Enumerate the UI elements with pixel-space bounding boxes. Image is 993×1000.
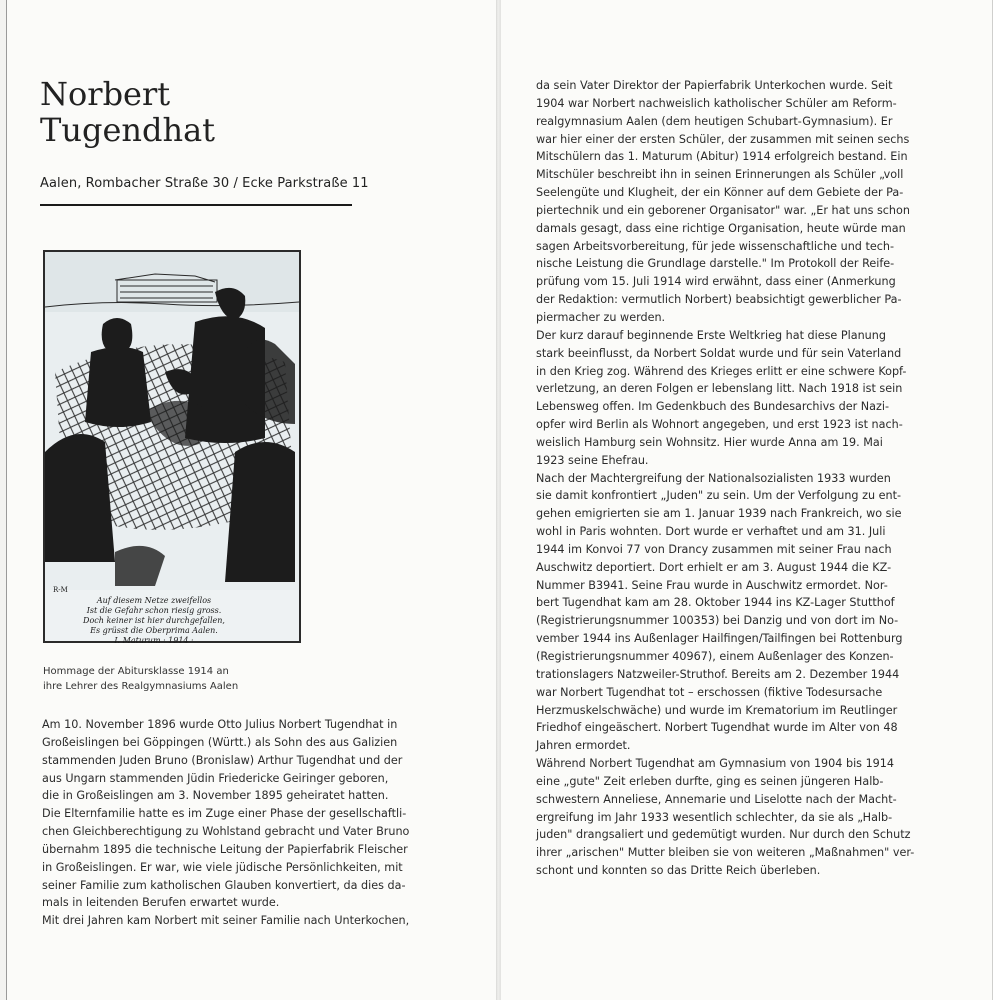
text-line: vember 1944 ins Außenlager Hailfingen/Tailfingen bei Rottenburg <box>536 632 903 646</box>
text-line: 1904 war Norbert nachweislich katholischer Schüler am Reform- <box>536 96 897 110</box>
text-line: Seelengüte und Klugheit, der ein Könner auf dem Gebiete der Pa- <box>536 186 904 200</box>
text-line: die in Großeislingen am 3. November 1895 geheiratet hatten. <box>42 789 389 803</box>
text-line: Mit drei Jahren kam Norbert mit seiner Familie nach Unterkochen, <box>42 914 410 928</box>
text-line: juden" drangsaliert und gedemütigt wurden. Nur durch den Schutz <box>536 828 911 842</box>
text-line: verletzung, an deren Folgen er lebenslang litt. Nach 1918 ist sein <box>536 382 903 396</box>
text-line: gehen emigrierten sie am 1. Januar 1939 nach Frankreich, wo sie <box>536 507 902 521</box>
text-line: seiner Familie zum katholischen Glauben konvertiert, da dies da- <box>42 878 406 892</box>
divider <box>40 204 352 206</box>
text-line: piertechnik und ein geborener Organisator" war. „Er hat uns schon <box>536 203 910 217</box>
text-line: war Norbert Tugendhat tot – erschossen (fiktive Todesursache <box>536 685 883 699</box>
page-title <box>40 76 215 148</box>
text-line: chen Gleichberechtigung zu Wohlstand gebracht und Vater Bruno <box>42 825 410 839</box>
inscription-line: Doch keiner ist hier durchgefallen, <box>83 616 225 625</box>
title-line: Tugendhat <box>40 111 216 149</box>
right-page <box>501 0 993 1000</box>
text-line: eine „gute" Zeit erleben durfte, ging es seinen jüngeren Halb- <box>536 774 884 788</box>
text-line: war hier einer der ersten Schüler, der zusammen mit seinen sechs <box>536 132 910 146</box>
text-line: realgymnasium Aalen (dem heutigen Schubart-Gymnasium). Er <box>536 114 893 128</box>
text-line: Am 10. November 1896 wurde Otto Julius Norbert Tugendhat in <box>42 718 398 731</box>
body-text-left <box>42 716 462 930</box>
inscription-line: Auf diesem Netze zweifellos <box>96 596 212 605</box>
caption-line: ihre Lehrer des Realgymnasiums Aalen <box>43 681 239 692</box>
text-line: Nach der Machtergreifung der Nationalsozialisten 1933 wurden <box>536 471 891 485</box>
artist-signature: R-M <box>53 586 68 594</box>
text-line: in den Krieg zog. Während des Krieges erlitt er eine schwere Kopf- <box>536 364 907 378</box>
caption-line: Hommage der Abitursklasse 1914 an <box>43 666 229 677</box>
title-line: Norbert <box>40 75 171 113</box>
text-line: sagen Arbeitsvorbereitung, für jede wissenschaftliche und tech- <box>536 239 894 253</box>
text-line: Herzmuskelschwäche) und wurde im Krematorium im Reutlinger <box>536 703 898 717</box>
text-line: wohl in Paris wohnten. Dort wurde er verhaftet und am 31. Juli <box>536 525 886 539</box>
text-line: sie damit konfrontiert „Juden" zu sein. Um der Verfolgung zu ent- <box>536 489 902 503</box>
text-line: übernahm 1895 die technische Leitung der Papierfabrik Fleischer <box>42 842 408 856</box>
text-line: Jahren ermordet. <box>536 739 631 753</box>
text-line: opfer wird Berlin als Wohnort angegeben, und erst 1923 ist nach- <box>536 418 903 432</box>
text-line: schwestern Anneliese, Annemarie und Liselotte nach der Macht- <box>536 792 897 806</box>
text-line: weislich Hamburg sein Wohnsitz. Hier wurde Anna am 19. Mai <box>536 435 883 449</box>
drawing <box>45 252 299 641</box>
text-line: trationslagers Natzweiler-Struthof. Bereits am 2. Dezember 1944 <box>536 667 900 681</box>
text-line: Friedhof eingeäschert. Norbert Tugendhat wurde im Alter von 48 <box>536 721 898 735</box>
text-line: schont und konnten so das Dritte Reich überleben. <box>536 864 821 878</box>
text-line: stark beeinflusst, da Norbert Soldat wurde und für sein Vaterland <box>536 346 902 360</box>
text-line: (Registrierungsnummer 100353) bei Danzig und von dort im No- <box>536 614 899 628</box>
illustration-inscription <box>49 596 259 646</box>
text-line: Während Norbert Tugendhat am Gymnasium von 1904 bis 1914 <box>536 757 895 771</box>
figure-caption <box>43 664 238 694</box>
text-line: aus Ungarn stammenden Jüdin Friedericke Geiringer geboren, <box>42 771 389 785</box>
inscription-line: Ist die Gefahr schon riesig gross. <box>86 606 222 615</box>
text-line: Auschwitz deportiert. Dort erhielt er am 3. August 1944 die KZ- <box>536 560 892 574</box>
text-line: stammenden Juden Bruno (Bronislaw) Arthur Tugendhat und der <box>42 753 403 767</box>
text-line: bert Tugendhat kam am 28. Oktober 1944 ins KZ-Lager Stutthof <box>536 596 895 610</box>
text-line: Die Elternfamilie hatte es im Zuge einer Phase der gesellschaftli- <box>42 807 407 821</box>
text-line: ergreifung im Jahr 1933 wesentlich schlechter, da sie als „Halb- <box>536 810 893 824</box>
inscription-line: Es grüsst die Oberprima Aalen. <box>90 626 218 635</box>
text-line: da sein Vater Direktor der Papierfabrik Unterkochen wurde. Seit <box>536 79 893 92</box>
text-line: damals gesagt, dass eine richtige Organisation, heute würde man <box>536 221 906 235</box>
text-line: in Großeislingen. Er war, wie viele jüdische Persönlichkeiten, mit <box>42 860 403 874</box>
text-line: der Redaktion: vermutlich Norbert) beabsichtigt gewerblicher Pa- <box>536 293 902 307</box>
text-line: (Registrierungsnummer 40967), einem Außenlager des Konzen- <box>536 650 894 663</box>
text-line: Großeislingen bei Göppingen (Württ.) als Sohn des aus Galizien <box>42 735 398 749</box>
book-spread <box>6 0 993 1000</box>
address-line: Aalen, Rombacher Straße 30 / Ecke Parkstraße 11 <box>40 176 369 191</box>
text-line: ihrer „arischen" Mutter bleiben sie von weiteren „Maßnahmen" ver- <box>536 846 915 860</box>
text-line: Mitschüler beschreibt ihn in seinen Erinnerungen als Schüler „voll <box>536 168 904 182</box>
text-line: Nummer B3941. Seine Frau wurde in Auschwitz ermordet. Nor- <box>536 578 888 592</box>
text-line: Der kurz darauf beginnende Erste Weltkrieg hat diese Planung <box>536 328 886 342</box>
left-page <box>6 0 497 1000</box>
inscription-footer: I. Maturum · 1914 · <box>114 636 194 645</box>
text-line: Lebensweg offen. Im Gedenkbuch des Bundesarchivs der Nazi- <box>536 400 889 414</box>
body-text-right <box>536 77 961 880</box>
text-line: prüfung vom 15. Juli 1914 wird erwähnt, dass einer (Anmerkung <box>536 275 896 289</box>
text-line: 1944 im Konvoi 77 von Drancy zusammen mit seiner Frau nach <box>536 542 892 556</box>
text-line: nische Leistung die Grundlage darstelle." Im Protokoll der Reife- <box>536 257 895 271</box>
illustration <box>43 250 301 643</box>
text-line: piermacher zu werden. <box>536 310 666 324</box>
text-line: 1923 seine Ehefrau. <box>536 453 649 467</box>
text-line: mals in leitenden Berufen erwartet wurde. <box>42 896 280 910</box>
text-line: Mitschülern das 1. Maturum (Abitur) 1914 erfolgreich bestand. Ein <box>536 150 908 164</box>
